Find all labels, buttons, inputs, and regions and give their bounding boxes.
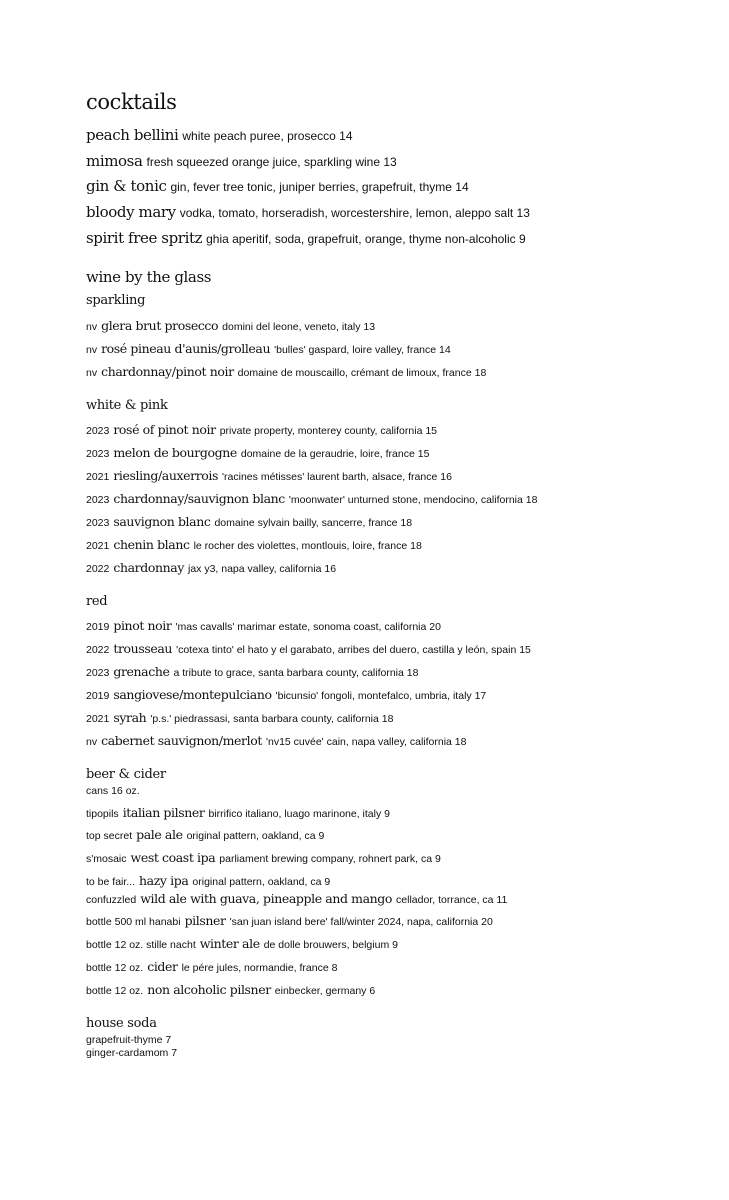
- beer-item: bottle 12 oz. non alcoholic pilsner einbecker, germany 6: [86, 982, 376, 997]
- soda-heading: house soda: [86, 1016, 157, 1031]
- beer-subnote: cans 16 oz.: [86, 785, 140, 797]
- wine-item: 2023 grenache a tribute to grace, santa barbara county, california 18: [86, 664, 419, 679]
- beer-item: bottle 12 oz. stille nacht winter ale de dolle brouwers, belgium 9: [86, 936, 398, 951]
- wine-item: 2022 chardonnay jax y3, napa valley, california 16: [86, 560, 337, 575]
- wine-item: nv chardonnay/pinot noir domaine de mouscaillo, crémant de limoux, france 18: [86, 364, 487, 379]
- white-pink-heading: white & pink: [86, 398, 168, 413]
- beer-item: to be fair... hazy ipa original pattern, oakland, ca 9: [86, 873, 331, 888]
- cocktail-item: gin & tonic gin, fever tree tonic, juniper berries, grapefruit, thyme 14: [86, 177, 469, 195]
- beer-heading: beer & cider: [86, 767, 166, 782]
- wine-item: 2021 syrah 'p.s.' piedrassasi, santa barbara county, california 18: [86, 710, 394, 725]
- sparkling-heading: sparkling: [86, 293, 146, 308]
- wine-heading: wine by the glass: [86, 268, 212, 286]
- wine-item: 2021 riesling/auxerrois 'racines métisses' laurent barth, alsace, france 16: [86, 468, 452, 483]
- cocktail-item: spirit free spritz ghia aperitif, soda, grapefruit, orange, thyme non-alcoholic 9: [86, 229, 526, 247]
- beer-item: s'mosaic west coast ipa parliament brewing company, rohnert park, ca 9: [86, 850, 441, 865]
- wine-item: nv glera brut prosecco domini del leone, veneto, italy 13: [86, 318, 376, 333]
- wine-item: 2021 chenin blanc le rocher des violettes, montlouis, loire, france 18: [86, 537, 422, 552]
- soda-item: ginger-cardamom 7: [86, 1047, 178, 1059]
- beer-item: top secret pale ale original pattern, oakland, ca 9: [86, 827, 325, 842]
- cocktails-heading: cocktails: [86, 90, 177, 114]
- cocktail-item: mimosa fresh squeezed orange juice, sparkling wine 13: [86, 152, 397, 170]
- red-heading: red: [86, 594, 108, 609]
- beer-item: bottle 12 oz. cider le pére jules, normandie, france 8: [86, 959, 338, 974]
- wine-item: 2023 melon de bourgogne domaine de la geraudrie, loire, france 15: [86, 445, 430, 460]
- cocktail-item: peach bellini white peach puree, prosecco 14: [86, 126, 353, 144]
- wine-item: 2023 chardonnay/sauvignon blanc 'moonwater' unturned stone, mendocino, california 18: [86, 491, 538, 506]
- wine-item: 2019 pinot noir 'mas cavalls' marimar estate, sonoma coast, california 20: [86, 618, 441, 633]
- beer-item: bottle 500 ml hanabi pilsner 'san juan island bere' fall/winter 2024, napa, california 20: [86, 913, 493, 928]
- soda-item: grapefruit-thyme 7: [86, 1034, 172, 1046]
- wine-item: nv rosé pineau d'aunis/grolleau 'bulles' gaspard, loire valley, france 14: [86, 341, 451, 356]
- wine-item: 2023 rosé of pinot noir private property, monterey county, california 15: [86, 422, 438, 437]
- cocktail-item: bloody mary vodka, tomato, horseradish, worcestershire, lemon, aleppo salt 13: [86, 203, 530, 221]
- wine-item: 2019 sangiovese/montepulciano 'bicunsio' fongoli, montefalco, umbria, italy 17: [86, 687, 487, 702]
- beer-item: confuzzled wild ale with guava, pineapple and mango cellador, torrance, ca 11: [86, 891, 508, 906]
- wine-item: 2023 sauvignon blanc domaine sylvain bailly, sancerre, france 18: [86, 514, 413, 529]
- wine-item: nv cabernet sauvignon/merlot 'nv15 cuvée' cain, napa valley, california 18: [86, 733, 467, 748]
- wine-item: 2022 trousseau 'cotexa tinto' el hato y el garabato, arribes del duero, castilla y león, spain 15: [86, 641, 531, 656]
- beer-item: tipopils italian pilsner birrifico italiano, luago marinone, italy 9: [86, 805, 390, 820]
